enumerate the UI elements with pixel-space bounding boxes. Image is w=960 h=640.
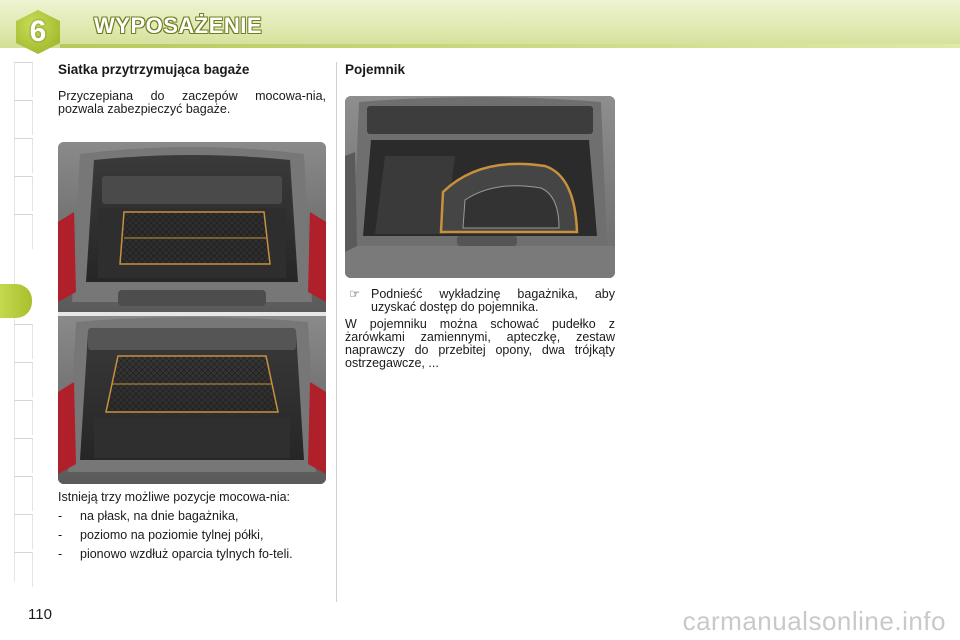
storage-compartment-heading: Pojemnik [345,62,406,77]
chapter-number: 6 [29,15,47,48]
instruction-text: Podnieść wykładzinę bagażnika, aby uzyskać dostęp do pojemnika. [371,287,615,314]
chapter-tab-2[interactable] [14,100,33,135]
position-item [58,548,326,561]
positions-intro: Istnieją trzy możliwe pozycje mocowa-nia: [58,490,291,504]
dash-marker: - [58,509,63,523]
luggage-net-section [58,62,326,116]
chapter-tab-1[interactable] [14,62,33,97]
chapter-tab-8[interactable] [14,362,33,397]
page-title: WYPOSAŻENIE [94,13,263,38]
chapter-tab-11[interactable] [14,476,33,511]
dash-marker: - [58,547,63,561]
header-rule [60,44,960,48]
chapter-tab-13[interactable] [14,552,33,587]
position-text: poziomo na poziomie tylnej półki, [80,528,264,542]
chapter-tab-4[interactable] [14,176,33,211]
watermark: carmanualsonline.info [682,606,946,636]
position-text: pionowo wzdłuż oparcia tylnych fo-teli. [80,547,293,561]
storage-description: W pojemniku można schować pudełko z żarówkami zamiennymi, apteczkę, zestaw naprawczy do przebitej opony, dwa trójkąty ostrzegawcze, ... [345,317,615,370]
pointer-hand-icon: ☞ [349,287,361,301]
dash-marker: - [58,528,63,542]
storage-compartment-section [345,62,615,77]
chapter-tab-12[interactable] [14,514,33,549]
page-number: 110 [28,606,52,623]
chapter-tab-7[interactable] [14,324,33,359]
chapter-tab-3[interactable] [14,138,33,173]
luggage-net-intro: Przyczepiana do zaczepów mocowa-nia, pozwala zabezpieczyć bagaże. [58,89,326,116]
luggage-net-heading: Siatka przytrzymująca bagaże [58,62,250,77]
storage-compartment-illustration [345,96,615,278]
luggage-net-illustration [58,142,326,484]
position-text: na płask, na dnie bagażnika, [80,509,239,523]
luggage-net-drawing [58,142,326,484]
position-item [58,510,326,523]
positions-block [58,491,326,567]
chapter-tab-9[interactable] [14,400,33,435]
column-divider [336,62,337,602]
position-item [58,529,326,542]
chapter-tab-10[interactable] [14,438,33,473]
chapter-tab-6-active[interactable] [0,284,32,318]
chapter-tabs [0,62,34,582]
instruction-item [345,288,615,314]
chapter-tab-5[interactable] [14,214,33,249]
storage-compartment-drawing [345,96,615,278]
